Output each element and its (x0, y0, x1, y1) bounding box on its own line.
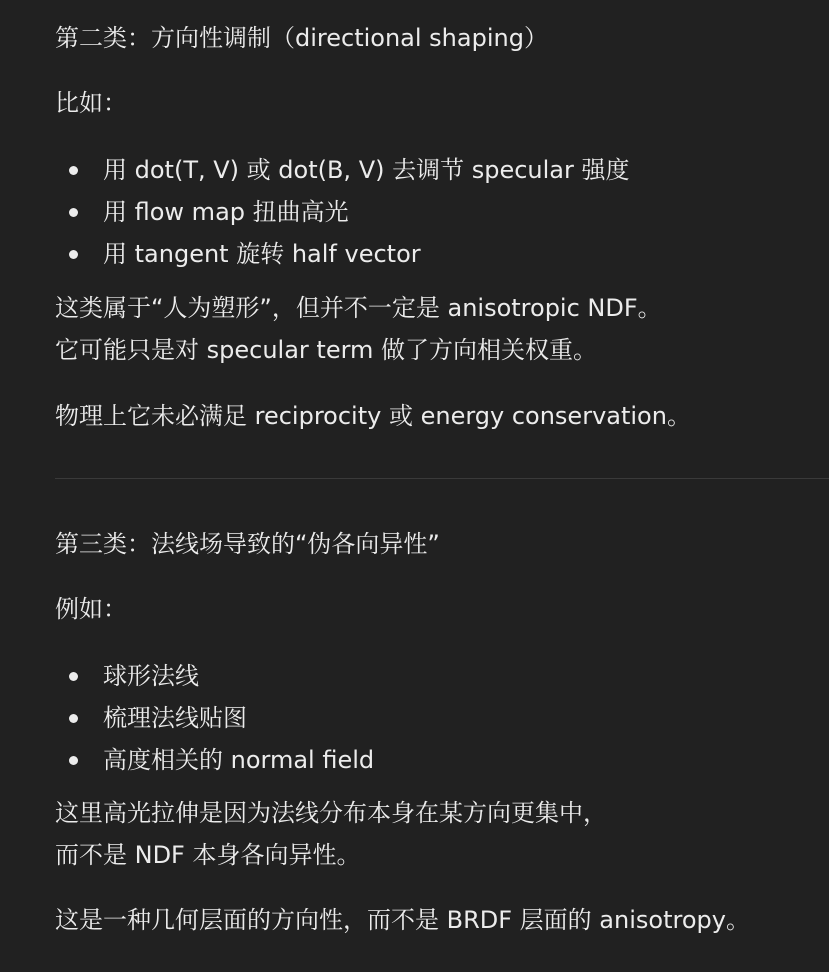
bullet-icon (69, 672, 78, 681)
section3-paragraph2: 这是一种几何层面的方向性，而不是 BRDF 层面的 anisotropy。 (55, 906, 750, 934)
section2-paragraph-line2: 它可能只是对 specular term 做了方向相关权重。 (55, 336, 598, 364)
bullet-icon (69, 756, 78, 765)
list-item-text: 用 tangent 旋转 half vector (103, 240, 421, 268)
list-item-text: 用 flow map 扭曲高光 (103, 198, 349, 226)
list-item-text: 用 dot(T, V) 或 dot(B, V) 去调节 specular 强度 (103, 156, 630, 184)
section3-paragraph-line2: 而不是 NDF 本身各向异性。 (55, 841, 361, 869)
section2-intro: 比如： (55, 89, 127, 117)
list-item-text: 球形法线 (103, 662, 199, 690)
section2-paragraph-line1: 这类属于“人为塑形”，但并不一定是 anisotropic NDF。 (55, 294, 662, 322)
bullet-icon (69, 714, 78, 723)
bullet-icon (69, 208, 78, 217)
section3-intro: 例如： (55, 595, 127, 623)
list-item-text: 高度相关的 normal field (103, 746, 375, 774)
section3-paragraph-line1: 这里高光拉伸是因为法线分布本身在某方向更集中， (55, 799, 607, 827)
section2-paragraph2: 物理上它未必满足 reciprocity 或 energy conservation。 (55, 402, 691, 430)
section-divider (55, 478, 829, 479)
section2-heading: 第二类：方向性调制（directional shaping） (55, 24, 548, 52)
section3-heading: 第三类：法线场导致的“伪各向异性” (55, 530, 440, 558)
list-item-text: 梳理法线贴图 (103, 704, 247, 732)
bullet-icon (69, 166, 78, 175)
bullet-icon (69, 250, 78, 259)
